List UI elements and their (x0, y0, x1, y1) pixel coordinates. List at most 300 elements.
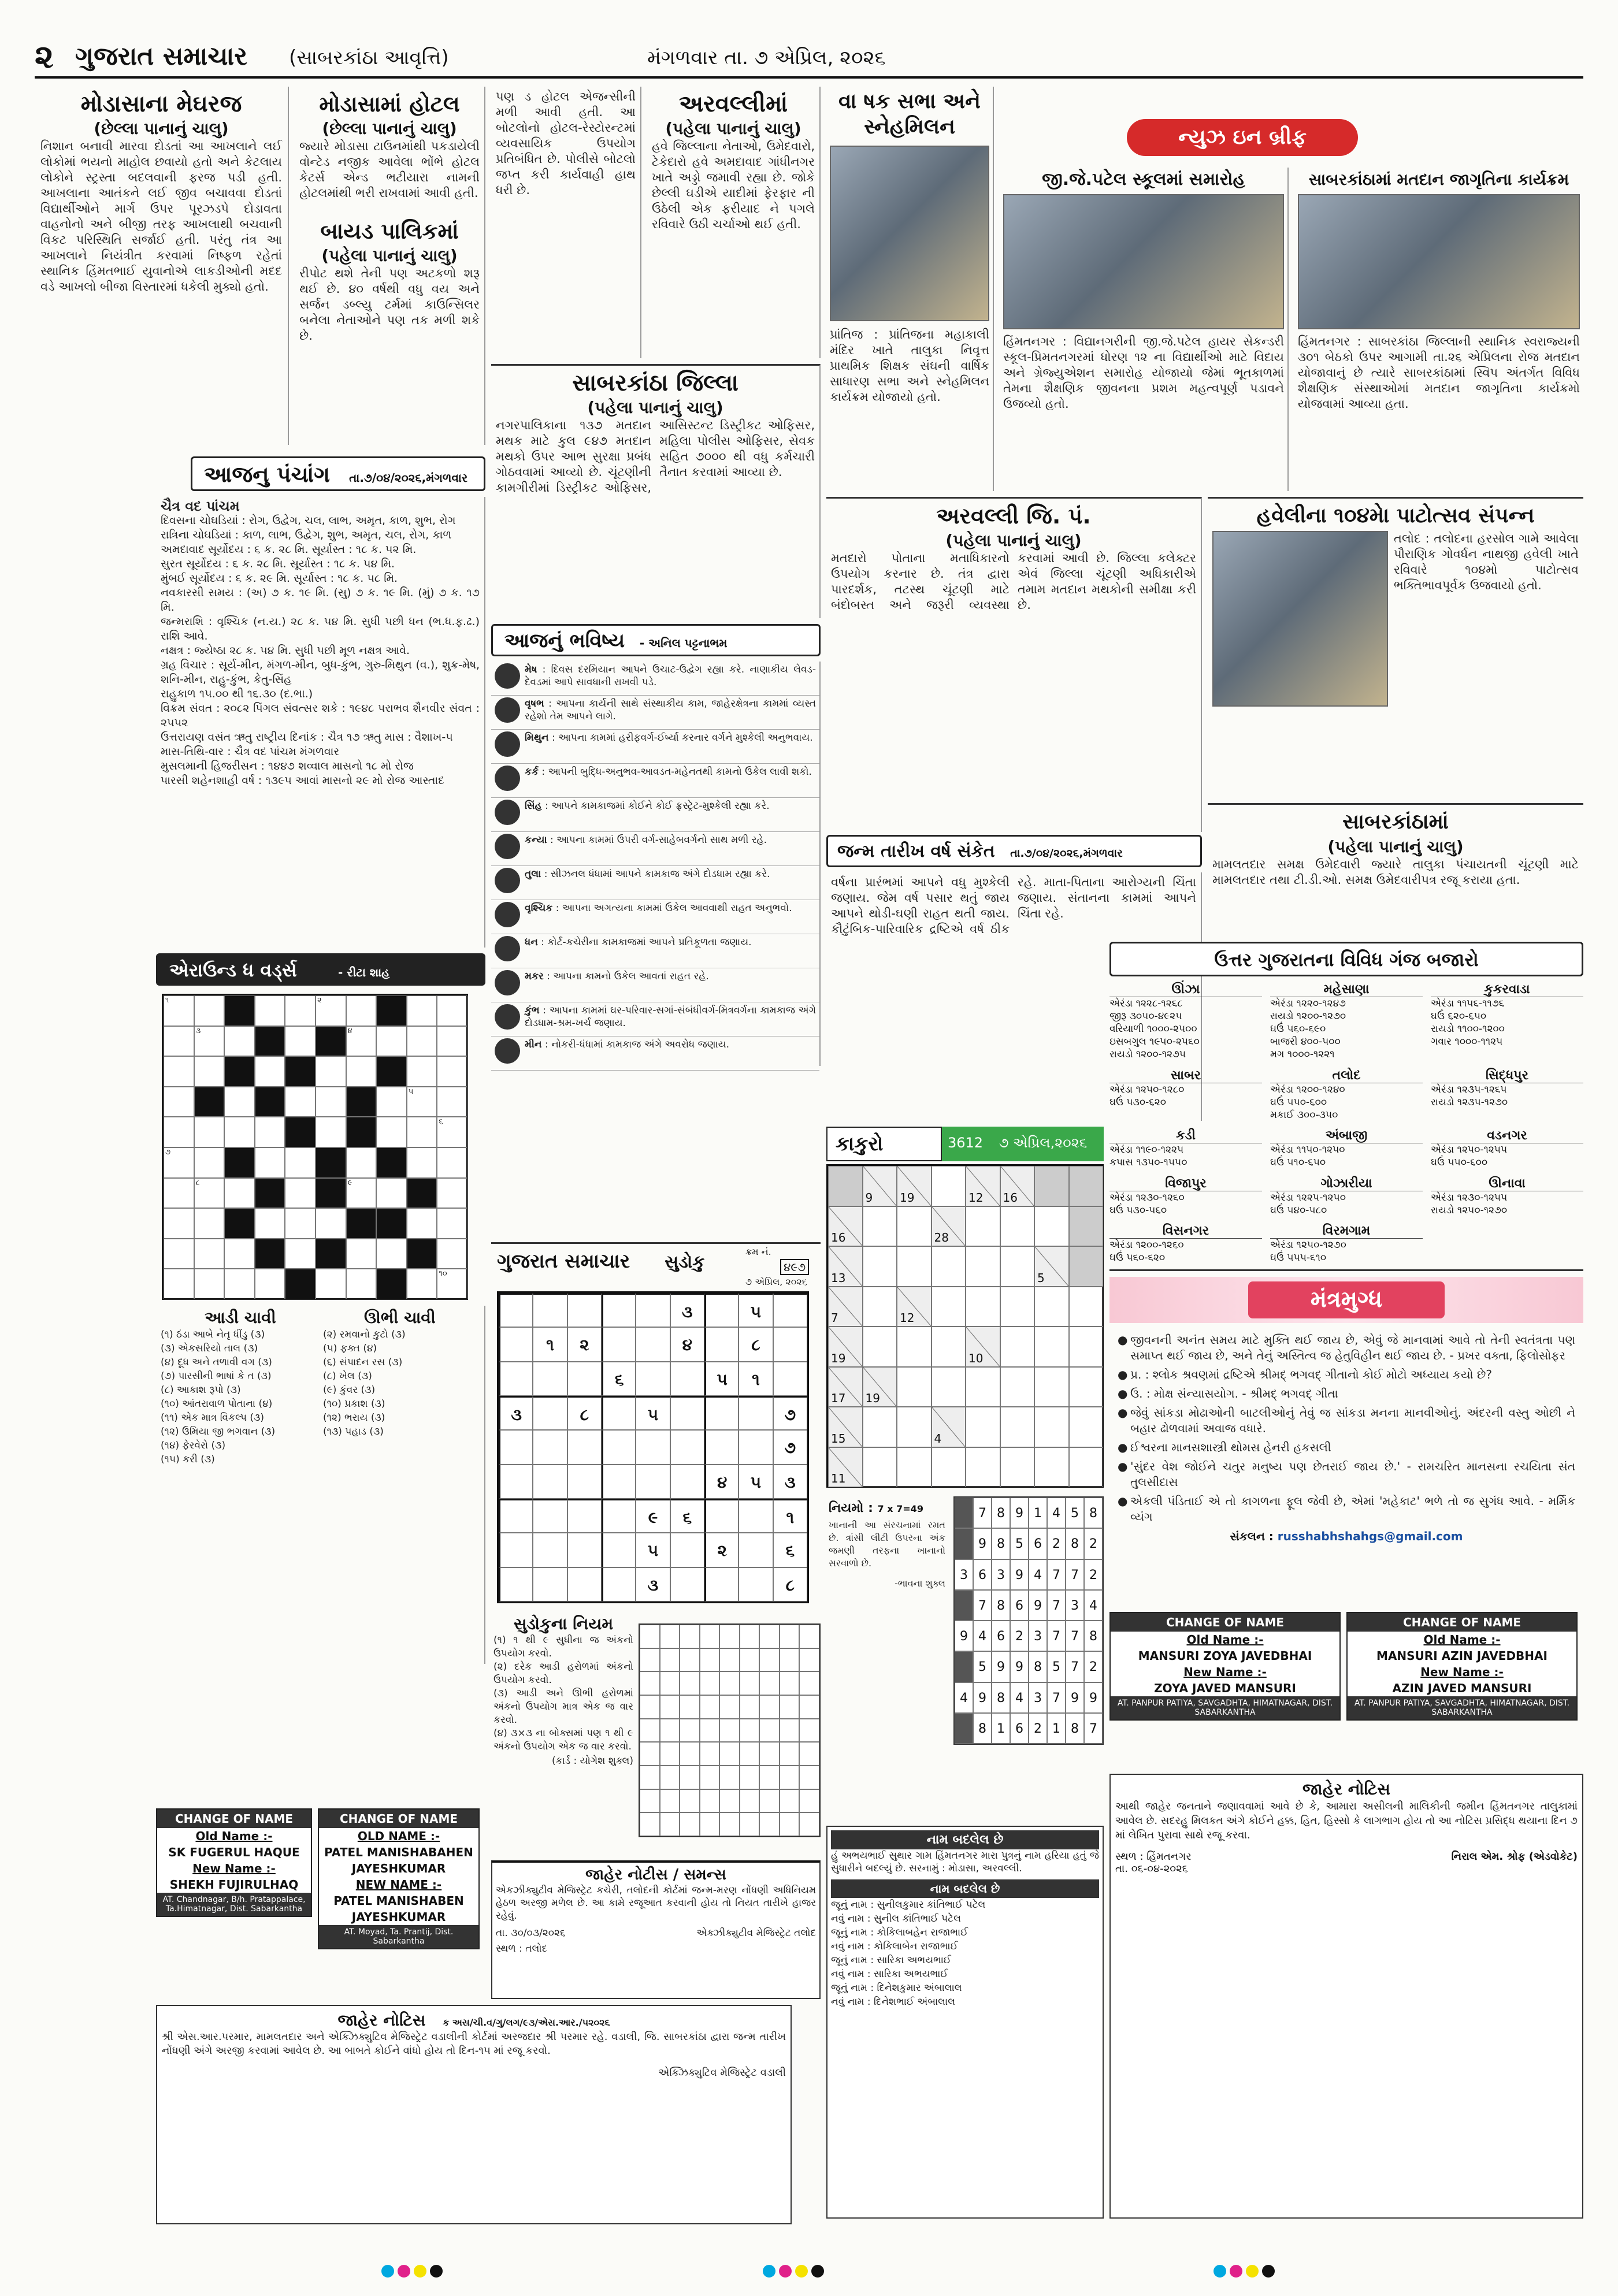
kakuro-cell[interactable] (1000, 1407, 1035, 1447)
naam-entry: નવું નામ : સુનીલ કાંતિભાઈ પટેલ (831, 1913, 961, 1925)
zodiac-icon (495, 663, 520, 689)
kakuro-solution-cell: 8 (1066, 1713, 1084, 1744)
sudoku-cell[interactable] (602, 1396, 636, 1430)
sudoku-date: ૭ એપ્રિલ, ૨૦૨૬ (745, 1276, 807, 1287)
sudoku-cell[interactable] (567, 1533, 602, 1567)
crossword-cell[interactable] (164, 1056, 194, 1087)
sudoku-cell[interactable] (670, 1533, 704, 1567)
sudoku-cell[interactable] (533, 1362, 567, 1396)
crossword-cell[interactable] (224, 1269, 255, 1299)
kakuro-cell[interactable] (897, 1246, 932, 1287)
crossword-cell[interactable] (316, 1087, 346, 1117)
sudoku-cell[interactable]: ૬ (773, 1533, 807, 1567)
kakuro-clue-value: 7 (831, 1311, 838, 1325)
sudoku-cell[interactable] (533, 1533, 567, 1567)
sudoku-cell[interactable]: ૮ (773, 1567, 807, 1602)
sudoku-cell[interactable]: ૭ (773, 1396, 807, 1430)
sudoku-answer-cell (660, 1625, 680, 1648)
sudoku-cell[interactable] (704, 1396, 739, 1430)
sudoku-cell[interactable] (636, 1430, 670, 1464)
panchang-line: નક્ષત્ર : જ્યેષ્ઠા ૨૮ ક. ૫૪ મિ. સુધી પછી મૂળ નક્ષત્ર આવે. (161, 644, 410, 657)
kakuro-cell[interactable] (863, 1327, 897, 1367)
sudoku-cell[interactable]: ૯ (636, 1499, 670, 1533)
crossword-cell[interactable] (437, 1208, 467, 1239)
crossword-cell[interactable] (194, 1026, 225, 1057)
crossword-cell[interactable] (224, 1026, 255, 1057)
crossword-cell[interactable] (407, 1208, 437, 1239)
crossword-grid[interactable] (162, 994, 468, 1300)
crossword-cell (376, 1269, 407, 1299)
crossword-cell[interactable] (407, 1269, 437, 1299)
sudoku-cell[interactable]: ૪ (670, 1327, 704, 1361)
sudoku-answer-cell (740, 1742, 760, 1766)
crossword-cell[interactable] (285, 1208, 316, 1239)
sudoku-cell[interactable] (602, 1499, 636, 1533)
story-body: જ્યારે મોડાસા ટાઉનમાંથી પકડાયેલી વોન્ટેડ નજીક આવેલા ભોંભે હોટલ કેટર્સ એન્ડ ભટીયારા નામની હોટલમાંથી ભરી રાખવામાં આવી હતી. (299, 139, 480, 200)
kakuro-solution-cell: 9 (955, 1621, 973, 1651)
sudoku-cell[interactable]: ૨ (704, 1533, 739, 1567)
sudoku-cell[interactable] (499, 1293, 533, 1327)
sudoku-cell[interactable] (602, 1567, 636, 1602)
sudoku-cell[interactable] (499, 1567, 533, 1602)
sudoku-answer-cell (759, 1742, 780, 1766)
kakuro-cell[interactable] (1069, 1367, 1104, 1407)
kakuro-cell[interactable] (897, 1367, 932, 1407)
sudoku-cell[interactable] (499, 1430, 533, 1464)
kakuro-cell[interactable] (1069, 1327, 1104, 1367)
kakuro-cell[interactable] (1069, 1447, 1104, 1488)
sudoku-cell[interactable]: ૩ (499, 1396, 533, 1430)
kakuro-cell[interactable] (863, 1246, 897, 1287)
crossword-cell[interactable] (437, 1056, 467, 1087)
mantra-item (1118, 1405, 1575, 1436)
sudoku-cell[interactable]: ૩ (773, 1465, 807, 1499)
crossword-cell[interactable] (224, 1178, 255, 1209)
sudoku-cell[interactable] (533, 1396, 567, 1430)
kakuro-cell[interactable] (932, 1166, 966, 1206)
crossword-cell[interactable] (437, 1239, 467, 1269)
sudoku-cell[interactable]: ૫ (704, 1362, 739, 1396)
sudoku-answer-cell (719, 1671, 740, 1695)
kakuro-cell[interactable] (932, 1246, 966, 1287)
kakuro-solution-cell: 5 (1010, 1528, 1029, 1559)
crossword-cell[interactable] (407, 1117, 437, 1147)
sudoku-cell[interactable]: ૧ (773, 1499, 807, 1533)
sudoku-cell[interactable] (704, 1327, 739, 1361)
sudoku-cell[interactable] (704, 1567, 739, 1602)
kakuro-cell[interactable] (863, 1447, 897, 1488)
kakuro-cell[interactable] (897, 1407, 932, 1447)
sudoku-cell[interactable] (499, 1465, 533, 1499)
sudoku-cell[interactable]: ૧ (533, 1327, 567, 1361)
sudoku-cell[interactable]: ૫ (636, 1396, 670, 1430)
kakuro-cell[interactable] (932, 1287, 966, 1327)
crossword-cell[interactable] (437, 1147, 467, 1178)
kakuro-cell[interactable] (1069, 1287, 1104, 1327)
bhavishya-header (491, 624, 821, 656)
change-of-name-box (1346, 1612, 1578, 1721)
registration-dot (430, 2265, 443, 2278)
sudoku-cell[interactable] (773, 1293, 807, 1327)
crossword-cell[interactable] (285, 1147, 316, 1178)
kakuro-solution-cell: 7 (1066, 1621, 1084, 1651)
sudoku-answer-cell (759, 1766, 780, 1789)
mantra-bullet-icon: ● (1118, 1440, 1128, 1454)
story-title: જી.જે.પટેલ સ્કૂલમાં સમારોહ (1042, 169, 1245, 190)
kakuro-clue-cell (828, 1447, 863, 1488)
sudoku-cell[interactable]: ૮ (567, 1396, 602, 1430)
sudoku-cell[interactable]: ૪ (704, 1465, 739, 1499)
crossword-cell[interactable] (316, 1117, 346, 1147)
kakuro-cell[interactable] (932, 1447, 966, 1488)
kakuro-cell[interactable] (1034, 1327, 1069, 1367)
sudoku-cell[interactable]: ૩ (670, 1293, 704, 1327)
panchang-lines (161, 499, 480, 788)
jaher-notice-right-place: સ્થળ : હિંમતનગર (1115, 1851, 1192, 1863)
crossword-cell[interactable] (346, 1239, 377, 1269)
kakuro-cell[interactable] (1034, 1287, 1069, 1327)
kakuro-cell[interactable] (1000, 1447, 1035, 1488)
market-price-line: એરંડા ૧૨૦૦-૧૨૪૦ (1270, 1083, 1345, 1095)
market-name: કુકરવાડા (1431, 982, 1583, 997)
kakuro-cell[interactable] (1034, 1407, 1069, 1447)
kakuro-cell[interactable] (897, 1206, 932, 1247)
sudoku-answer-cell (759, 1719, 780, 1743)
crossword-author: - રીટા શાહ (337, 965, 390, 979)
kakuro-cell[interactable] (1000, 1287, 1035, 1327)
sudoku-cell[interactable]: ૩ (636, 1567, 670, 1602)
kakuro-cell[interactable] (966, 1246, 1000, 1287)
crossword-cell[interactable] (407, 1147, 437, 1178)
sudoku-cell[interactable] (602, 1430, 636, 1464)
crossword-cell[interactable] (194, 1147, 225, 1178)
sudoku-cell[interactable] (636, 1362, 670, 1396)
sudoku-cell[interactable]: ૫ (739, 1293, 773, 1327)
crossword-cell[interactable] (194, 1117, 225, 1147)
crossword-cell[interactable] (376, 1026, 407, 1057)
crossword-cell[interactable] (194, 995, 225, 1026)
across-clue: (૧૦) આંતરાવાળ પોતાના (૪) (161, 1398, 273, 1410)
crossword-cell[interactable] (164, 1147, 194, 1178)
change-of-name-address: AT. Chandnagar, B/h. Pratappalace, Ta.Himatnagar, Dist. Sabarkantha (157, 1893, 311, 1916)
sudoku-answer-cell (740, 1648, 760, 1672)
kakuro-solution-cell: 3 (992, 1559, 1010, 1590)
market-name: અંબાજી (1270, 1128, 1423, 1143)
crossword-cell[interactable] (407, 1087, 437, 1117)
change-of-name-address: AT. PANPUR PATIYA, SAVGADHTA, HIMATNAGAR, DIST. SABARKANTHA (1111, 1696, 1339, 1719)
sudoku-cell[interactable] (499, 1533, 533, 1567)
naam-entry: નવું નામ : દિનેશભાઈ અંબાલાલ (831, 1996, 956, 2008)
crossword-cell[interactable] (255, 995, 285, 1026)
crossword-cell[interactable] (255, 1269, 285, 1299)
sudoku-cell[interactable] (499, 1327, 533, 1361)
kakuro-cell[interactable] (932, 1327, 966, 1367)
sudoku-answer-cell (700, 1766, 720, 1789)
crossword-cell[interactable] (437, 1026, 467, 1057)
sudoku-answer-cell (700, 1648, 720, 1672)
change-notices-left (156, 1808, 485, 1999)
kakuro-cell[interactable] (1034, 1367, 1069, 1407)
janmdin-date: તા.૭/૦૪/૨૦૨૬,મંગળવાર (1010, 847, 1123, 860)
kakuro-cell[interactable] (966, 1287, 1000, 1327)
crossword-cell[interactable] (224, 1087, 255, 1117)
sudoku-cell[interactable] (739, 1567, 773, 1602)
kakuro-solution-cell: 4 (1029, 1559, 1047, 1590)
crossword-cell[interactable] (376, 1239, 407, 1269)
kakuro-cell[interactable] (1069, 1407, 1104, 1447)
kakuro-cell[interactable] (966, 1447, 1000, 1488)
kakuro-cell[interactable] (1000, 1327, 1035, 1367)
sudoku-cell[interactable] (739, 1533, 773, 1567)
market-price-line: એરંડા ૧૧૯૦-૧૨૨૫ (1109, 1144, 1184, 1156)
sudoku-cell[interactable] (533, 1465, 567, 1499)
kakuro-cell[interactable] (863, 1206, 897, 1247)
crossword-cell[interactable] (164, 1208, 194, 1239)
crossword-cell[interactable] (437, 1117, 467, 1147)
crossword-cell[interactable] (194, 1208, 225, 1239)
kakuro-cell[interactable] (1000, 1367, 1035, 1407)
crossword-cell[interactable] (316, 1269, 346, 1299)
sudoku-cell[interactable] (567, 1465, 602, 1499)
sudoku-cell[interactable] (704, 1293, 739, 1327)
kakuro-clue-value: 13 (831, 1270, 846, 1285)
crossword-cell[interactable] (285, 1087, 316, 1117)
story-title: વા ષક સભા અને સ્નેહમિલન (838, 90, 981, 139)
sudoku-cell[interactable]: ૬ (670, 1499, 704, 1533)
kakuro-cell[interactable] (966, 1367, 1000, 1407)
sudoku-cell[interactable] (533, 1430, 567, 1464)
sudoku-cell[interactable] (499, 1499, 533, 1533)
down-clue: (૧૦) પ્રકાશ (૩) (323, 1398, 385, 1410)
kakuro-rules-title: નિયમો : (829, 1501, 873, 1515)
crossword-cell[interactable] (346, 995, 377, 1026)
sudoku-answer-cell (700, 1625, 720, 1648)
sudoku-cell[interactable]: ૫ (739, 1465, 773, 1499)
sudoku-cell[interactable]: ૨ (567, 1327, 602, 1361)
crossword-cell[interactable] (437, 1269, 467, 1299)
crossword-cell[interactable] (437, 995, 467, 1026)
sudoku-cell[interactable] (704, 1499, 739, 1533)
sudoku-cell[interactable] (670, 1430, 704, 1464)
registration-dot (1262, 2265, 1275, 2278)
sudoku-cell[interactable] (704, 1430, 739, 1464)
crossword-cell[interactable] (407, 1026, 437, 1057)
crossword-cell[interactable] (164, 1117, 194, 1147)
sudoku-answer-cell (799, 1625, 819, 1648)
mantra-text: ઈશ્વરના માનસશાસ્ત્રી થોમસ હેનરી હકસલી (1130, 1440, 1331, 1454)
kakuro-cell[interactable] (863, 1407, 897, 1447)
sudoku-cell[interactable] (739, 1499, 773, 1533)
crossword-cell[interactable] (285, 1026, 316, 1057)
kakuro-grid[interactable] (826, 1164, 1104, 1488)
crossword-cell[interactable] (376, 1087, 407, 1117)
crossword-cell-number: ૮ (195, 1178, 200, 1187)
crossword-cell[interactable] (407, 1056, 437, 1087)
crossword-cell[interactable] (164, 995, 194, 1026)
sudoku-cell[interactable]: ૭ (773, 1430, 807, 1464)
crossword-cell[interactable] (346, 1147, 377, 1178)
kakuro-cell[interactable] (897, 1447, 932, 1488)
crossword-cell[interactable] (164, 1178, 194, 1209)
sudoku-cell[interactable] (739, 1430, 773, 1464)
market-price-line: એરંડા ૧૧૫૦-૧૨૫૦ (1270, 1144, 1345, 1156)
story-title: સાબરકાંઠામાં (1342, 810, 1449, 834)
zodiac-sign: મિથુન (525, 732, 549, 744)
sudoku-cell[interactable] (670, 1567, 704, 1602)
jaher-notice-mid-title: જાહેર નોટીસ / સમન્સ (585, 1866, 726, 1883)
jaher-notice-left-sign: એક્ઝિક્યુટિવ મેજિસ્ટ્રેટ વડાલી (658, 2067, 786, 2079)
paper-name: ગુજરાત સમાચાર (75, 42, 247, 71)
kakuro-cell[interactable] (966, 1206, 1000, 1247)
crossword-cell[interactable] (376, 1178, 407, 1209)
crossword-cell[interactable] (224, 1239, 255, 1269)
crossword-header (156, 953, 485, 986)
sudoku-answer-cell (780, 1789, 800, 1813)
naam-entry: જૂનું નામ : સુનીલકુમાર કાંતિભાઈ પટેલ (831, 1899, 986, 1911)
crossword-cell[interactable] (194, 1056, 225, 1087)
new-name-label: NEW NAME :- (355, 1878, 442, 1892)
crossword-cell[interactable] (285, 995, 316, 1026)
bhavishya-author: - અનિલ પટ્ટનાભમ (639, 636, 728, 650)
crossword-cell[interactable] (316, 995, 346, 1026)
crossword-cell[interactable] (407, 995, 437, 1026)
crossword-cell[interactable] (164, 1026, 194, 1057)
registration-dot (763, 2265, 775, 2278)
kakuro-solution-cell: 2 (1084, 1651, 1103, 1682)
market-block (1431, 982, 1583, 1066)
sudoku-cell[interactable] (567, 1567, 602, 1602)
sudoku-cell[interactable] (773, 1327, 807, 1361)
story-body: હવે જિલ્લાના નેતાઓ, ઉમેદવારો, ટેકેદારો હવે અમદાવાદ ગાંધીનગર ખાતે અડ્ડો જમાવી રહ્યા છે. જોકે છેલ્લી ઘડીએ યાદીમાં ફેરફાર ની ઉઠેલી એક ફરીયાદ ને પગલે રવિવારે ઉઠી ચર્ચાઓ થઈ હતી. (652, 139, 815, 231)
sudoku-cell[interactable]: ૧ (739, 1362, 773, 1396)
crossword-cell[interactable] (164, 1239, 194, 1269)
kakuro-cell (1069, 1206, 1104, 1247)
sudoku-cell[interactable] (567, 1362, 602, 1396)
crossword-cell[interactable] (255, 1056, 285, 1087)
kakuro-cell[interactable] (897, 1327, 932, 1367)
sudoku-cell[interactable] (636, 1293, 670, 1327)
mantra-items (1118, 1332, 1575, 1525)
across-clue: (૧૪) ફેરવેરો (૩) (161, 1440, 226, 1451)
sudoku-cell[interactable]: ૮ (739, 1327, 773, 1361)
crossword-cell[interactable] (194, 1239, 225, 1269)
kakuro-cell[interactable] (1000, 1246, 1035, 1287)
sudoku-cell[interactable] (773, 1362, 807, 1396)
market-price-line: એરંડા ૧૨૩૦-૧૨૬૦ (1109, 1191, 1185, 1203)
sudoku-cell[interactable] (670, 1396, 704, 1430)
sudoku-cell[interactable] (670, 1465, 704, 1499)
zodiac-icon (495, 868, 520, 893)
sudoku-cell[interactable] (499, 1362, 533, 1396)
crossword-cell[interactable] (255, 1208, 285, 1239)
sudoku-answer-cell (640, 1671, 660, 1695)
sudoku-cell[interactable] (670, 1362, 704, 1396)
sudoku-cell[interactable] (602, 1465, 636, 1499)
kakuro-cell[interactable] (1034, 1206, 1069, 1247)
sudoku-cell[interactable] (567, 1293, 602, 1327)
naam-entry: જૂનું નામ : કોકિલાબહેન રાજાભાઈ (831, 1927, 968, 1938)
mantra-item (1118, 1459, 1575, 1490)
story-body: પ્રાંતિજ : પ્રાંતિજના મહાકાલી મંદિર ખાતે તાલુકા નિવૃત્ત પ્રાથમિક શિક્ષક સંઘની વાર્ષિક સાધારણ સભા અને સ્નેહમિલન કાર્યક્રમ યોજાયો હતો. (830, 328, 989, 404)
crossword-cell[interactable] (285, 1178, 316, 1209)
kakuro-cell[interactable] (966, 1407, 1000, 1447)
edition-label: (સાબરકાંઠા આવૃત્તિ) (289, 46, 449, 69)
sudoku-cell[interactable] (602, 1327, 636, 1361)
sudoku-cell[interactable] (602, 1293, 636, 1327)
sudoku-cell[interactable] (602, 1533, 636, 1567)
crossword-cell[interactable] (346, 1178, 377, 1209)
sudoku-cell[interactable] (533, 1293, 567, 1327)
market-price-line: મકાઈ ૩૦૦-૩૫૦ (1270, 1109, 1338, 1121)
sudoku-cell[interactable]: ૬ (602, 1362, 636, 1396)
horoscope-row (491, 662, 819, 696)
crossword-cell[interactable] (194, 1178, 225, 1209)
crossword-cell[interactable] (346, 1056, 377, 1087)
sudoku-cell[interactable] (739, 1396, 773, 1430)
crossword-cell[interactable] (346, 1026, 377, 1057)
kakuro-cell[interactable] (1034, 1447, 1069, 1488)
crossword-cell[interactable] (164, 1087, 194, 1117)
sudoku-cell[interactable] (636, 1465, 670, 1499)
kakuro-clue-value: 12 (968, 1190, 984, 1205)
crossword-cell[interactable] (194, 1269, 225, 1299)
market-price-line: એરંડા ૧૨૫૦-૧૨૮૦ (1109, 1083, 1185, 1095)
kakuro-solution-cell (955, 1528, 973, 1559)
sudoku-cell[interactable]: ૫ (636, 1533, 670, 1567)
kakuro-solution-cell: 9 (973, 1528, 992, 1559)
horoscope-reading: : આપના અગત્યના કામમાં ઉકેલ આવવાથી રાહત અનુભવો. (552, 902, 792, 914)
market-name: ઊંઝા (1109, 982, 1262, 997)
crossword-cell[interactable] (164, 1269, 194, 1299)
sudoku-cell[interactable] (636, 1327, 670, 1361)
sudoku-cell[interactable] (567, 1430, 602, 1464)
sudoku-answer-cell (799, 1812, 819, 1836)
sudoku-cell[interactable] (533, 1567, 567, 1602)
old-name-label: Old Name :- (195, 1829, 273, 1843)
zodiac-sign: મીન (525, 1039, 542, 1050)
kakuro-cell[interactable] (1000, 1206, 1035, 1247)
crossword-cell[interactable] (346, 1269, 377, 1299)
kakuro-clue-cell (897, 1166, 932, 1206)
sudoku-answer-cell (719, 1789, 740, 1813)
crossword-cell[interactable] (255, 1147, 285, 1178)
crossword-cell[interactable] (255, 1117, 285, 1147)
kakuro-solution-cell: 5 (1066, 1498, 1084, 1528)
horoscope-row (491, 798, 819, 832)
crossword-cell (316, 1026, 346, 1057)
kakuro-solution-cell: 7 (1047, 1559, 1066, 1590)
sudoku-answer-cell (780, 1742, 800, 1766)
sudoku-cell[interactable] (567, 1499, 602, 1533)
crossword-cell[interactable] (224, 1117, 255, 1147)
sudoku-answer-cell (759, 1625, 780, 1648)
sudoku-answer-cell (640, 1719, 660, 1743)
crossword-cell[interactable] (437, 1087, 467, 1117)
crossword-cell[interactable] (285, 1239, 316, 1269)
crossword-cell[interactable] (437, 1178, 467, 1209)
kakuro-cell[interactable] (932, 1367, 966, 1407)
market-block (1270, 1176, 1423, 1222)
sudoku-grid[interactable] (497, 1291, 809, 1603)
crossword-cell[interactable] (316, 1056, 346, 1087)
kakuro-cell[interactable] (863, 1287, 897, 1327)
crossword-cell[interactable] (316, 1208, 346, 1239)
sudoku-cell[interactable] (533, 1499, 567, 1533)
mantra-bullet-icon: ● (1118, 1459, 1128, 1473)
sudoku-answer-cell (799, 1671, 819, 1695)
story-aravalli-jp (826, 497, 1202, 832)
crossword-cell[interactable] (376, 1117, 407, 1147)
